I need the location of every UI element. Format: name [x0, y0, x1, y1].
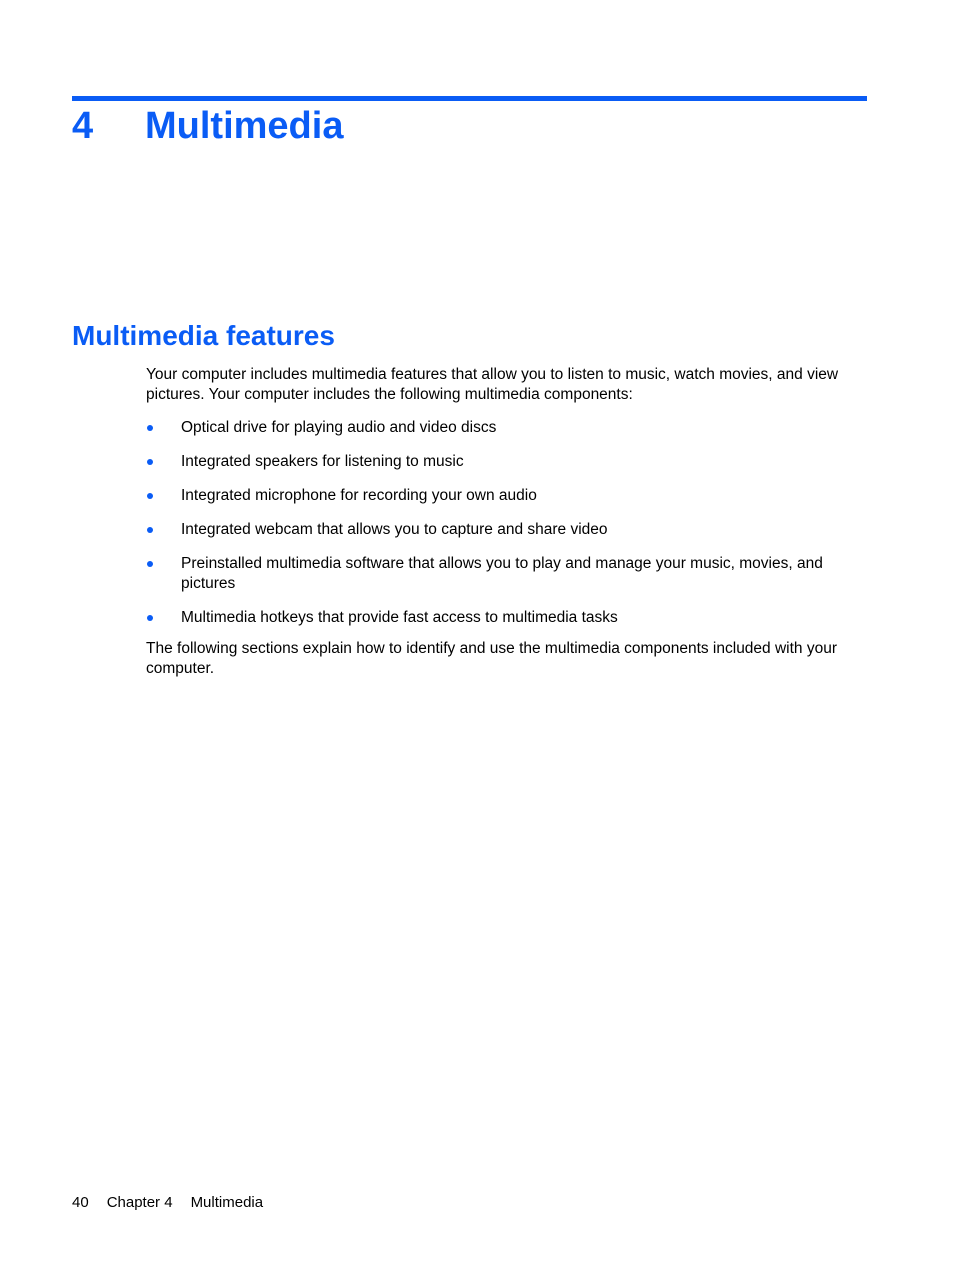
section-heading: Multimedia features — [72, 320, 335, 351]
list-item: Integrated webcam that allows you to capture and share video — [146, 520, 868, 540]
list-item: Preinstalled multimedia software that allows you to play and manage your music, movies, and pictures — [146, 554, 868, 594]
list-item: Multimedia hotkeys that provide fast access to multimedia tasks — [146, 608, 868, 628]
chapter-heading — [72, 100, 343, 152]
chapter-number: 4 — [72, 105, 94, 147]
bullet-icon — [147, 459, 153, 465]
bullet-icon — [147, 561, 153, 567]
footer-chapter-label: Chapter 4 — [106, 1194, 173, 1211]
bullet-icon — [147, 527, 153, 533]
intro-paragraph: Your computer includes multimedia features that allow you to listen to music, watch movies, and view pictures. Your computer includes the following multimedia components: — [146, 366, 839, 403]
page-footer — [72, 1193, 281, 1213]
list-item: Optical drive for playing audio and video discs — [146, 418, 868, 438]
chapter-title: Multimedia — [145, 105, 344, 147]
bullet-icon — [147, 425, 153, 431]
list-item: Integrated microphone for recording your own audio — [146, 486, 868, 506]
bullet-icon — [147, 615, 153, 621]
bullet-icon — [147, 493, 153, 499]
list-item: Integrated speakers for listening to music — [146, 452, 868, 472]
outro-paragraph: The following sections explain how to identify and use the multimedia components included with your computer. — [146, 640, 837, 677]
feature-list — [146, 418, 868, 642]
footer-chapter-title: Multimedia — [190, 1194, 264, 1211]
page-number: 40 — [72, 1194, 89, 1211]
